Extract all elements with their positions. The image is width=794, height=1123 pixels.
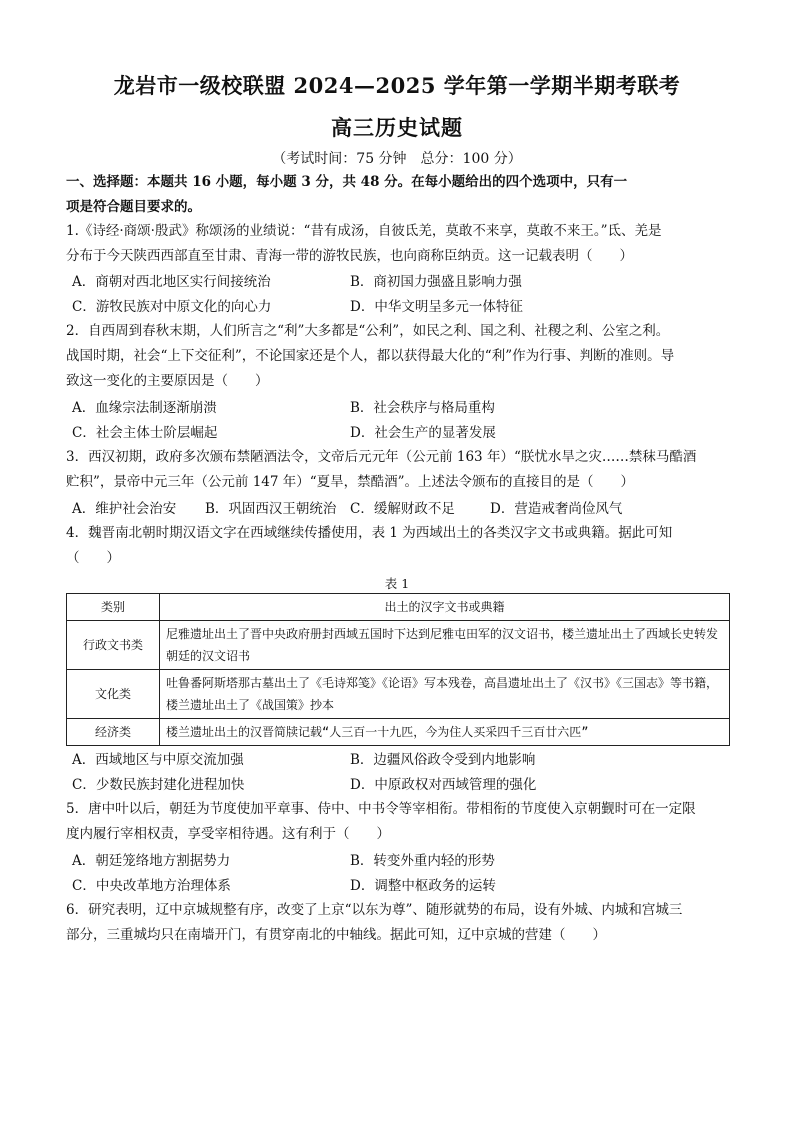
question-1-stem (66, 219, 730, 269)
question-1-option-c: C．游牧民族对中原文化的向心力 (72, 299, 272, 315)
question-5-option-c: C．中央改革地方治理体系 (72, 878, 231, 894)
table-header-cell: 出土的汉字文书或典籍 (160, 594, 730, 621)
question-5-option-a: A．朝廷笼络地方割据势力 (72, 853, 231, 869)
question-line: 2．自西周到春秋末期，人们所言之“利”大多都是“公利”，如民之利、国之利、社稷之利、公室之利。 (66, 323, 670, 339)
table-cell-content: 尼雅遗址出土了晋中央政府册封西域五国时下达到尼雅屯田军的汉文诏书，楼兰遗址出土了西域长史转发朝廷的汉文诏书 (160, 621, 730, 670)
question-line: 1.《诗经·商颂·殷武》称颂汤的业绩说：“昔有成汤，自彼氐羌，莫敢不来享，莫敢不来王。”氐、羌是 (66, 223, 662, 239)
question-1-option-b: B．商初国力强盛且影响力强 (350, 274, 522, 290)
table-caption: 表 1 (384, 576, 410, 591)
table-row (67, 719, 730, 746)
question-line: 5．唐中叶以后，朝廷为节度使加平章事、侍中、中书令等宰相衔。带相衔的节度使入京朝觐时可在一定限 (66, 801, 696, 817)
table-cell-content: 楼兰遗址出土的汉晋简牍记载“人三百一十九匹，今为住人买采四千三百廿六匹” (160, 719, 730, 746)
question-4-option-a: A．西域地区与中原交流加强 (72, 752, 244, 768)
question-3-option-d: D．营造戒奢尚俭风气 (490, 501, 623, 517)
exam-title: 龙岩市一级校联盟 2024—2025 学年第一学期半期考联考 (113, 73, 681, 98)
question-1-option-d: D．中华文明呈多元一体特征 (350, 299, 523, 315)
question-4-option-c: C．少数民族封建化进程加快 (72, 777, 245, 793)
data-table (66, 593, 730, 746)
question-line: 贮积”，景帝中元三年（公元前 147 年）“夏旱，禁酷酒”。上述法令颁布的直接目的是（ ） (66, 474, 635, 490)
table-header-cell: 类别 (67, 594, 160, 621)
section-heading-line: 一、选择题：本题共 16 小题，每小题 3 分，共 48 分。在每小题给出的四个选项中，只有一 (66, 174, 628, 190)
question-line: 分布于今天陕西西部直至甘肃、青海一带的游牧民族，也向商称臣纳贡。这一记载表明（ ） (66, 248, 633, 264)
question-line: 战国时期，社会“上下交征利”，不论国家还是个人，都以获得最大化的“利”作为行事、判断的准则。导 (66, 348, 675, 364)
question-line: （ ） (66, 550, 120, 566)
question-3-stem (66, 445, 730, 495)
table-header-row (67, 594, 730, 621)
question-2-option-d: D．社会生产的显著发展 (350, 425, 496, 441)
question-2-option-b: B．社会秩序与格局重构 (350, 400, 495, 416)
question-line: 3．西汉初期，政府多次颁布禁陋酒法令，文帝后元元年（公元前 163 年）“朕忧水旱之灾……禁秣马酷酒 (66, 449, 697, 465)
table-cell-content: 吐鲁番阿斯塔那古墓出土了《毛诗郑笺》《论语》写本残卷，高昌遗址出土了《汉书》《三国志》等书籍，楼兰遗址出土了《战国策》抄本 (160, 670, 730, 719)
question-5-stem (66, 797, 730, 847)
question-line: 致这一变化的主要原因是（ ） (66, 373, 269, 389)
section-heading-line: 项是符合题目要求的。 (66, 199, 201, 215)
question-line: 部分，三重城均只在南墙开门，有贯穿南北的中轴线。据此可知，辽中京城的营建（ ） (66, 927, 606, 943)
question-5-option-b: B．转变外重内轻的形势 (350, 853, 495, 869)
table-cell-category: 经济类 (67, 719, 160, 746)
question-2-stem (66, 319, 730, 394)
question-3-option-c: C．缓解财政不足 (350, 501, 455, 517)
table-row (67, 670, 730, 719)
section-heading (66, 170, 730, 220)
exam-info: （考试时间：75 分钟 总分：100 分） (272, 151, 522, 167)
question-1-option-a: A．商朝对西北地区实行间接统治 (72, 274, 271, 290)
exam-subtitle: 高三历史试题 (331, 115, 463, 140)
question-line: 4．魏晋南北朝时期汉语文字在西域继续传播使用，表 1 为西域出土的各类汉字文书或典籍。据此可知 (66, 525, 673, 541)
question-4-option-b: B．边疆风俗政令受到内地影响 (350, 752, 536, 768)
question-4-option-d: D．中原政权对西域管理的强化 (350, 777, 537, 793)
question-4-stem (66, 521, 730, 571)
table-cell-category: 行政文书类 (67, 621, 160, 670)
question-3-option-b: B．巩固西汉王朝统治 (205, 501, 337, 517)
question-3-option-a: A．维护社会治安 (72, 501, 177, 517)
table-row (67, 621, 730, 670)
question-line: 6．研究表明，辽中京城规整有序，改变了上京“以东为尊”、随形就势的布局，设有外城、内城和宫城三 (66, 902, 683, 918)
table-cell-category: 文化类 (67, 670, 160, 719)
question-2-option-c: C．社会主体士阶层崛起 (72, 425, 218, 441)
question-line: 度内履行宰相权责，享受宰相待遇。这有利于（ ） (66, 826, 390, 842)
question-2-option-a: A．血缘宗法制逐渐崩溃 (72, 400, 217, 416)
question-6-stem (66, 898, 730, 948)
question-5-option-d: D．调整中枢政务的运转 (350, 878, 496, 894)
